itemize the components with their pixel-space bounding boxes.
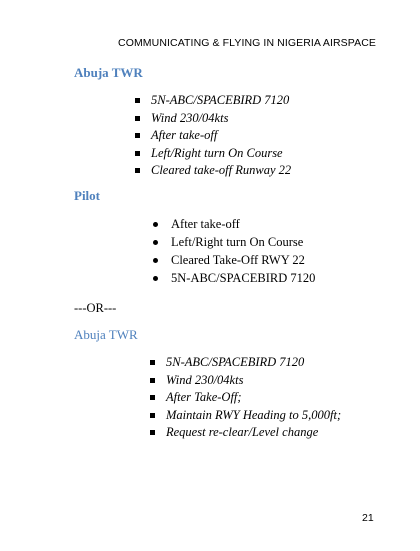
list-item: Cleared take-off Runway 22 — [135, 162, 291, 180]
list-item: Left/Right turn On Course — [135, 145, 291, 163]
abuja-twr-instruction-list — [135, 92, 291, 180]
list-item: 5N-ABC/SPACEBIRD 7120 — [135, 92, 291, 110]
pilot-readback-list — [150, 216, 315, 288]
running-header: COMMUNICATING & FLYING IN NIGERIA AIRSPACE — [118, 37, 376, 49]
list-item: After take-off — [150, 216, 315, 234]
section-heading-abuja-twr-alt: Abuja TWR — [74, 327, 138, 342]
list-item: Maintain RWY Heading to 5,000ft; — [150, 407, 341, 425]
list-item: 5N-ABC/SPACEBIRD 7120 — [150, 270, 315, 288]
section-heading-pilot: Pilot — [74, 188, 100, 203]
abuja-twr-alt-instruction-list — [150, 354, 341, 442]
list-item: After take-off — [135, 127, 291, 145]
list-item: 5N-ABC/SPACEBIRD 7120 — [150, 354, 341, 372]
list-item: Wind 230/04kts — [150, 372, 341, 390]
or-separator: ---OR--- — [74, 301, 117, 315]
page-number: 21 — [362, 512, 374, 524]
list-item: Cleared Take-Off RWY 22 — [150, 252, 315, 270]
list-item: Request re-clear/Level change — [150, 424, 341, 442]
list-item: After Take-Off; — [150, 389, 341, 407]
list-item: Wind 230/04kts — [135, 110, 291, 128]
section-heading-abuja-twr: Abuja TWR — [74, 65, 143, 80]
list-item: Left/Right turn On Course — [150, 234, 315, 252]
